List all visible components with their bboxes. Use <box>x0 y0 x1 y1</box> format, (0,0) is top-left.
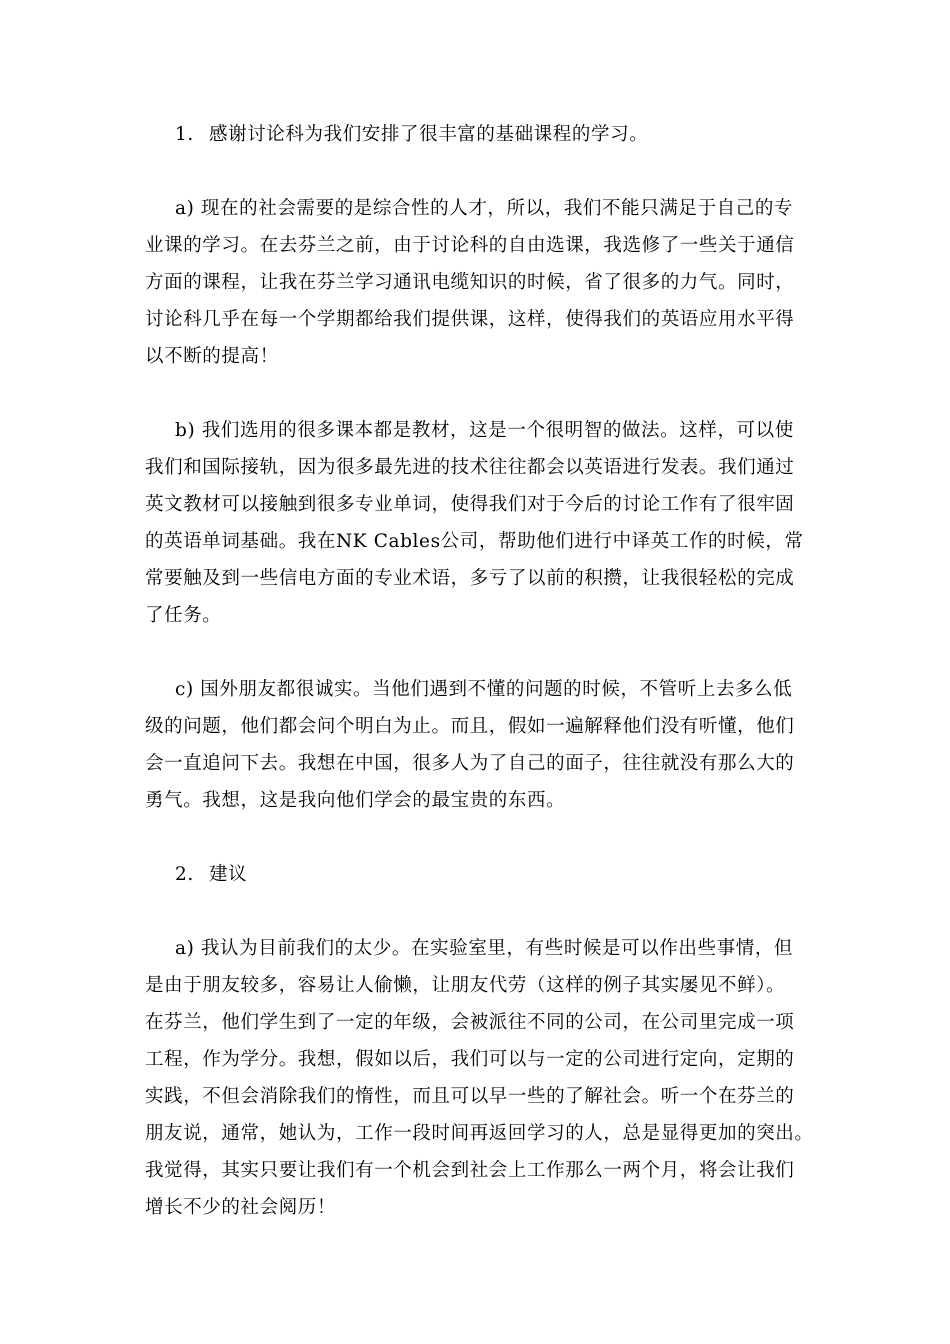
section-2-number: 2. <box>175 864 194 885</box>
paragraph-gap <box>145 893 805 930</box>
paragraph-line: 我们和国际接轨，因为很多最先进的技术往往都会以英语进行发表。我们通过 <box>145 457 795 478</box>
paragraph-1c <box>145 671 805 819</box>
section-1-number: 1. <box>175 124 194 145</box>
paragraph-line: 我觉得，其实只要让我们有一个机会到社会上工作那么一两个月，将会让我们 <box>145 1160 795 1181</box>
paragraph-line: 讨论科几乎在每一个学期都给我们提供课，这样，使得我们的英语应用水平得 <box>145 309 795 330</box>
paragraph-line: 朋友说，通常，她认为，工作一段时间再返回学习的人，总是显得更加的突出。 <box>145 1123 814 1144</box>
paragraph-line: 会一直追问下去。我想在中国，很多人为了自己的面子，往往就没有那么大的 <box>145 753 795 774</box>
paragraph-line: 的英语单词基础。我在NK Cables公司，帮助他们进行中译英工作的时候，常 <box>145 531 804 552</box>
paragraph-1a <box>145 190 805 375</box>
paragraph-gap <box>145 634 805 671</box>
document-body <box>145 116 814 1226</box>
paragraph-line: 勇气。我想，这是我向他们学会的最宝贵的东西。 <box>145 790 566 811</box>
paragraph-line: 实践，不但会消除我们的惰性，而且可以早一些的了解社会。听一个在芬兰的 <box>145 1086 795 1107</box>
paragraph-line: c) 国外朋友都很诚实。当他们遇到不懂的问题的时候，不管听上去多么低 <box>175 679 793 700</box>
paragraph-line: 级的问题，他们都会问个明白为止。而且，假如一遍解释他们没有听懂，他们 <box>145 716 795 737</box>
section-1-heading <box>145 116 805 153</box>
paragraph-line: 了任务。 <box>145 605 222 626</box>
paragraph-1b <box>145 412 805 634</box>
paragraph-line: 方面的课程，让我在芬兰学习通讯电缆知识的时候，省了很多的力气。同时， <box>145 272 795 293</box>
paragraph-line: 英文教材可以接触到很多专业单词，使得我们对于今后的讨论工作有了很牢固 <box>145 494 795 515</box>
paragraph-line: 以不断的提高！ <box>145 346 279 367</box>
paragraph-line: 增长不少的社会阅历！ <box>145 1197 337 1218</box>
section-2-title: 建议 <box>209 864 248 885</box>
paragraph-line: 在芬兰，他们学生到了一定的年级，会被派往不同的公司，在公司里完成一项 <box>145 1012 795 1033</box>
paragraph-line: 常要触及到一些信电方面的专业术语，多亏了以前的积攒，让我很轻松的完成 <box>145 568 795 589</box>
paragraph-line: b) 我们选用的很多课本都是教材，这是一个很明智的做法。这样，可以使 <box>175 420 794 441</box>
paragraph-gap <box>145 819 805 856</box>
paragraph-line: 工程，作为学分。我想，假如以后，我们可以与一定的公司进行定向，定期的 <box>145 1049 795 1070</box>
paragraph-line: 业课的学习。在去芬兰之前，由于讨论科的自由选课，我选修了一些关于通信 <box>145 235 795 256</box>
paragraph-gap <box>145 153 805 190</box>
paragraph-line: a) 我认为目前我们的太少。在实验室里，有些时候是可以作出些事情，但 <box>175 938 794 959</box>
paragraph-line: 是由于朋友较多，容易让人偷懒，让朋友代劳（这样的例子其实屡见不鲜）。 <box>145 975 786 996</box>
paragraph-line: a) 现在的社会需要的是综合性的人才，所以，我们不能只满足于自己的专 <box>175 198 794 219</box>
paragraph-2a <box>145 930 814 1226</box>
section-1-title: 感谢讨论科为我们安排了很丰富的基础课程的学习。 <box>209 124 649 145</box>
section-2-heading <box>145 856 805 893</box>
paragraph-gap <box>145 375 805 412</box>
